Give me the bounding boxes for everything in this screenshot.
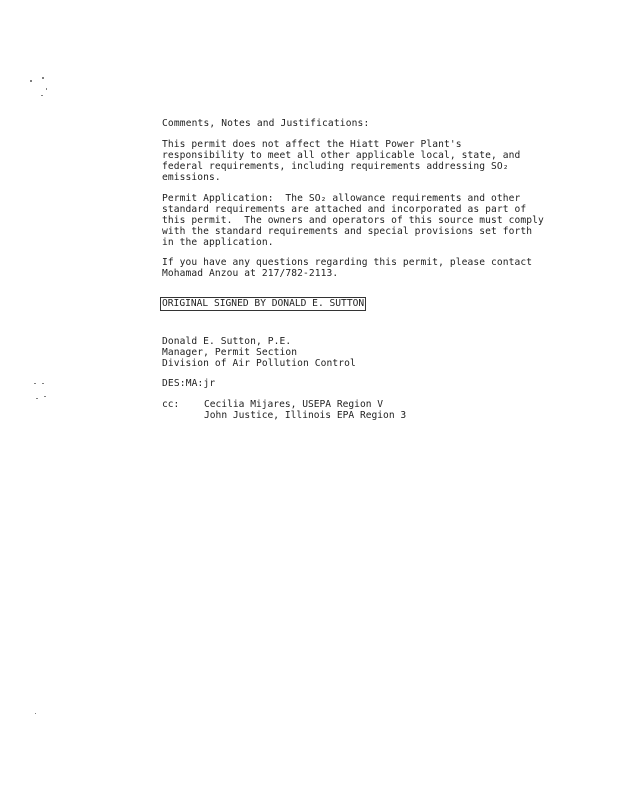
cc-recipient: Cecilia Mijares, USEPA Region V: [204, 399, 384, 410]
paragraph-line: with the standard requirements and special provisions set forth: [162, 226, 533, 237]
scan-speck: [44, 396, 46, 397]
cc-label: cc:: [162, 399, 180, 410]
paragraph-line: this permit. The owners and operators of this source must comply: [162, 215, 544, 226]
scan-speck: [36, 398, 38, 399]
paragraph-line: in the application.: [162, 237, 274, 248]
comments-heading: Comments, Notes and Justifications:: [162, 118, 370, 129]
scan-speck: [46, 88, 47, 90]
responsibility-paragraph: [162, 139, 522, 183]
signatory-title: Manager, Permit Section: [162, 347, 298, 358]
scan-speck: [42, 77, 44, 79]
contact-paragraph: [162, 257, 533, 279]
cc-recipient: John Justice, Illinois EPA Region 3: [204, 410, 407, 421]
signatory-name: Donald E. Sutton, P.E.: [162, 336, 292, 347]
scan-speck: [41, 95, 43, 96]
scan-speck: [30, 80, 32, 82]
paragraph-line: responsibility to meet all other applicable local, state, and: [162, 150, 521, 161]
scan-speck: [42, 383, 44, 384]
scan-speck: [34, 383, 36, 384]
typist-initials: DES:MA:jr: [162, 378, 216, 389]
paragraph-line: Permit Application: The SO₂ allowance requirements and other: [162, 193, 521, 204]
paragraph-line: federal requirements, including requirements addressing SO₂: [162, 161, 509, 172]
paragraph-line: standard requirements are attached and incorporated as part of: [162, 204, 527, 215]
paragraph-line: This permit does not affect the Hiatt Power Plant's: [162, 139, 462, 150]
scan-speck: [35, 713, 36, 714]
permit-application-paragraph: [162, 193, 544, 248]
signatory-division: Division of Air Pollution Control: [162, 358, 356, 369]
signature-block: [162, 336, 522, 369]
paragraph-line: emissions.: [162, 172, 221, 183]
paragraph-line: Mohamad Anzou at 217/782-2113.: [162, 268, 339, 279]
paragraph-line: If you have any questions regarding this permit, please contact: [162, 257, 533, 268]
original-signed-stamp: ORIGINAL SIGNED BY DONALD E. SUTTON: [162, 298, 365, 309]
